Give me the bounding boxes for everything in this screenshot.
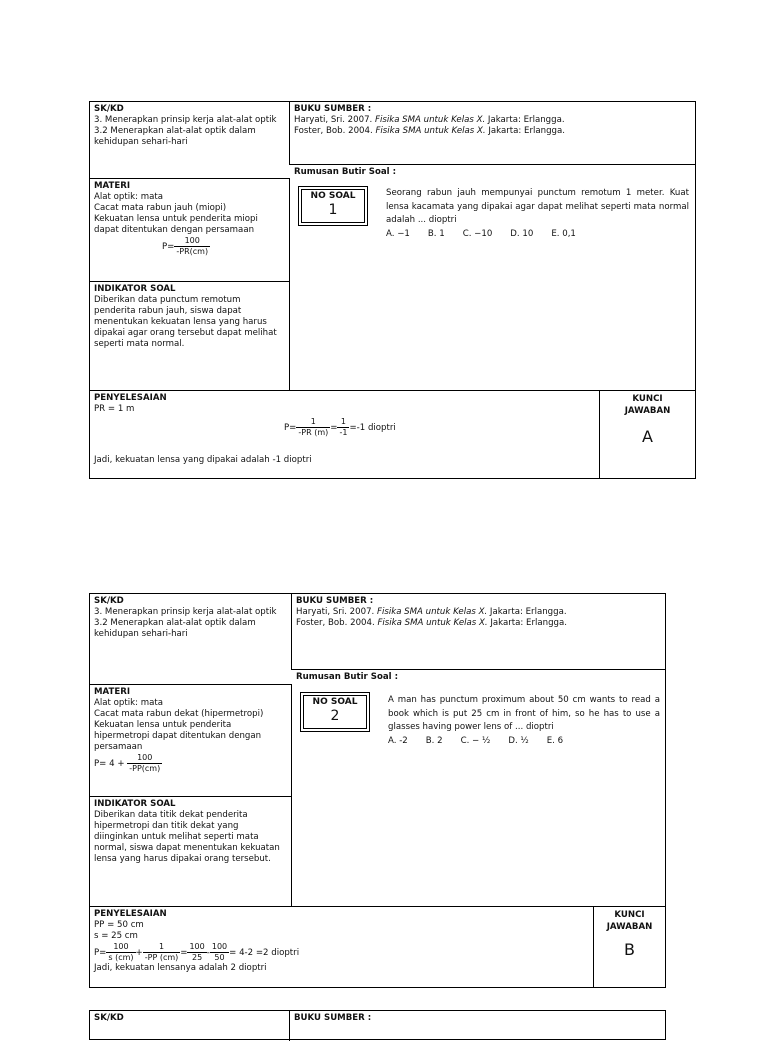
penyelesaian-title: PENYELESAIAN [94, 393, 167, 403]
skkd-title: SK/KD [94, 596, 124, 606]
skkd-line: 3. Menerapkan prinsip kerja alat-alat optik [94, 607, 277, 617]
penyelesaian-section [90, 390, 600, 478]
given-value: PR = 1 m [94, 404, 135, 414]
materi-line: Alat optik: mata [94, 192, 163, 202]
rumusan-section [292, 670, 665, 906]
option-d: D. 10 [510, 228, 534, 239]
option-c: C. −10 [462, 228, 493, 239]
question-text: Seorang rabun jauh mempunyai punctum remotum 1 meter. Kuat lensa kacamata yang dipakai agar dapat melihat seperti mata normal adalah ... dioptri A. −1 B. 1 C. −10 D. 10 E. 0,1 [386, 187, 689, 241]
materi-line: Kekuatan lensa untuk penderita miopi [94, 214, 258, 224]
no-soal-label: NO SOAL [310, 191, 356, 201]
indikator-line: normal, siswa dapat menentukan kekuatan [94, 843, 280, 853]
indikator-line: lensa yang harus dipakai orang tersebut. [94, 854, 271, 864]
option-a: A. −1 [386, 228, 410, 239]
materi-title: MATERI [94, 181, 131, 191]
given-value: PP = 50 cm [94, 920, 144, 930]
rumusan-title: Rumusan Butir Soal : [294, 167, 397, 177]
indikator-line: hipermetropi dan titik dekat yang [94, 821, 239, 831]
indikator-line: menentukan kekuatan lensa yang harus [94, 317, 267, 327]
no-soal-label: NO SOAL [312, 697, 358, 707]
skkd-line: 3. Menerapkan prinsip kerja alat-alat optik [94, 115, 277, 125]
option-a: A. -2 [388, 735, 408, 746]
skkd-section [90, 102, 290, 178]
kunci-title: KUNCI [614, 910, 645, 920]
kunci-jawaban-section [593, 906, 665, 987]
rumusan-title: Rumusan Butir Soal : [296, 672, 399, 682]
conclusion: Jadi, kekuatan lensa yang dipakai adalah -1 dioptri [94, 455, 312, 465]
buku-sumber-section [291, 594, 665, 670]
skkd-section [90, 1011, 290, 1041]
indikator-line: diinginkan untuk melihat seperti mata [94, 832, 259, 842]
materi-section [90, 178, 290, 281]
buku-sumber-title: BUKU SUMBER : [294, 104, 372, 114]
soal-card-2 [89, 593, 666, 988]
buku-sumber-title: BUKU SUMBER : [294, 1013, 372, 1023]
indikator-section [90, 796, 292, 906]
materi-section [90, 684, 292, 796]
indikator-title: INDIKATOR SOAL [94, 799, 176, 809]
reference-2: Foster, Bob. 2004. Fisika SMA untuk Kelas X. Jakarta: Erlangga. [296, 618, 568, 628]
jawaban-title: JAWABAN [606, 922, 653, 932]
answer-options [386, 228, 689, 242]
solution-formula: P= $\frac{100}{s (cm)}$ + $\frac{1}{-PP (cm)}$ = $\frac{100}{25}$ - $\frac{100}{50}$ = 4-2 =2 dioptri [94, 942, 300, 962]
materi-line: Cacat mata rabun dekat (hipermetropi) [94, 709, 264, 719]
soal-card-1 [89, 101, 696, 479]
no-soal-box [300, 692, 370, 732]
indikator-line: dipakai agar orang tersebut dapat melihat [94, 328, 277, 338]
solution-formula: P= $\frac{1}{-PR (m)}$ = $\frac{1}{-1}$ =-1 dioptri [284, 417, 396, 437]
option-b: B. 1 [427, 228, 445, 239]
indikator-title: INDIKATOR SOAL [94, 284, 176, 294]
skkd-line: kehidupan sehari-hari [94, 137, 188, 147]
penyelesaian-title: PENYELESAIAN [94, 909, 167, 919]
indikator-line: Diberikan data titik dekat penderita [94, 810, 248, 820]
skkd-title: SK/KD [94, 1013, 124, 1023]
indikator-section [90, 281, 290, 390]
no-soal-number: 1 [328, 202, 338, 218]
skkd-title: SK/KD [94, 104, 124, 114]
materi-formula: P= $\frac{100}{-PR(cm)}$ [162, 236, 209, 256]
skkd-line: 3.2 Menerapkan alat-alat optik dalam [94, 126, 256, 136]
buku-sumber-section [289, 1011, 665, 1041]
materi-title: MATERI [94, 687, 131, 697]
answer-key: B [624, 940, 635, 959]
materi-line: Kekuatan lensa untuk penderita [94, 720, 232, 730]
penyelesaian-section [90, 906, 594, 987]
materi-line: Alat optik: mata [94, 698, 163, 708]
answer-options [388, 735, 660, 749]
reference-2: Foster, Bob. 2004. Fisika SMA untuk Kelas X. Jakarta: Erlangga. [294, 126, 566, 136]
skkd-line: kehidupan sehari-hari [94, 629, 188, 639]
given-value: s = 25 cm [94, 931, 138, 941]
conclusion: Jadi, kekuatan lensanya adalah 2 dioptri [94, 963, 267, 973]
question-text: A man has punctum proximum about 50 cm wants to read a book which is put 25 cm in front of him, so he has to use a glasses having power lens of ... dioptri A. -2 B. 2 C. − ½ D. ½ E. 6 [388, 694, 660, 748]
skkd-section [90, 594, 292, 684]
option-c: C. − ½ [460, 735, 491, 746]
materi-line: dapat ditentukan dengan persamaan [94, 225, 255, 235]
no-soal-number: 2 [330, 708, 340, 724]
no-soal-box [298, 186, 368, 226]
rumusan-section [290, 165, 695, 390]
buku-sumber-title: BUKU SUMBER : [296, 596, 374, 606]
materi-line: hipermetropi dapat ditentukan dengan [94, 731, 262, 741]
option-d: D. ½ [508, 735, 529, 746]
answer-key: A [642, 427, 653, 446]
option-e: E. 6 [546, 735, 564, 746]
kunci-jawaban-section [599, 390, 695, 478]
buku-sumber-section [289, 102, 695, 165]
indikator-line: Diberikan data punctum remotum [94, 295, 241, 305]
jawaban-title: JAWABAN [624, 406, 671, 416]
skkd-line: 3.2 Menerapkan alat-alat optik dalam [94, 618, 256, 628]
materi-line: Cacat mata rabun jauh (miopi) [94, 203, 227, 213]
reference-1: Haryati, Sri. 2007. Fisika SMA untuk Kelas X. Jakarta: Erlangga. [296, 607, 567, 617]
indikator-line: penderita rabun jauh, siswa dapat [94, 306, 242, 316]
materi-formula: P= 4 + $\frac{100}{-PP(cm)}$ [94, 753, 161, 773]
soal-card-3 [89, 1010, 666, 1040]
kunci-title: KUNCI [632, 394, 663, 404]
option-e: E. 0,1 [551, 228, 576, 239]
indikator-line: seperti mata normal. [94, 339, 185, 349]
option-b: B. 2 [425, 735, 443, 746]
materi-line: persamaan [94, 742, 143, 752]
reference-1: Haryati, Sri. 2007. Fisika SMA untuk Kelas X. Jakarta: Erlangga. [294, 115, 565, 125]
